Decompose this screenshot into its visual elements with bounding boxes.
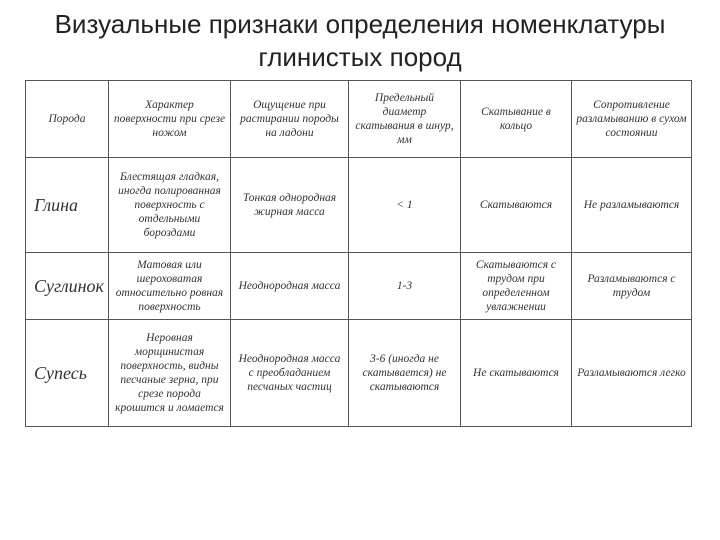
cell-ring: Скатываются с трудом при определенном увлажнении bbox=[460, 253, 571, 320]
cell-diameter: 3-6 (иногда не скатывается) не скатываются bbox=[348, 320, 460, 427]
cell-rock: Супесь bbox=[26, 320, 109, 427]
cell-diameter: < 1 bbox=[348, 158, 460, 253]
header-resistance: Сопротивление разламыванию в сухом состоянии bbox=[571, 81, 691, 158]
cell-feel: Тонкая однородная жирная масса bbox=[230, 158, 348, 253]
cell-feel: Неоднородная масса bbox=[230, 253, 348, 320]
cell-surface: Блестящая гладкая, иногда полированная поверхность с отдельными бороздами bbox=[108, 158, 230, 253]
cell-ring: Скатываются bbox=[460, 158, 571, 253]
header-surface: Характер поверхности при срезе ножом bbox=[108, 81, 230, 158]
cell-surface: Матовая или шероховатая относительно ровная поверхность bbox=[108, 253, 230, 320]
slide-title bbox=[40, 8, 680, 74]
header-rock: Порода bbox=[26, 81, 109, 158]
cell-resistance: Разламываются с трудом bbox=[571, 253, 691, 320]
table-header-row bbox=[26, 81, 692, 158]
cell-ring: Не скатываются bbox=[460, 320, 571, 427]
cell-rock: Суглинок bbox=[26, 253, 109, 320]
cell-diameter: 1-3 bbox=[348, 253, 460, 320]
cell-feel: Неоднородная масса с преобладанием песчаных частиц bbox=[230, 320, 348, 427]
cell-resistance: Разламываются легко bbox=[571, 320, 691, 427]
header-diameter: Предельный диаметр скатывания в шнур, мм bbox=[348, 81, 460, 158]
cell-rock: Глина bbox=[26, 158, 109, 253]
table-row bbox=[26, 253, 692, 320]
title-line-1: Визуальные признаки определения номенклатуры bbox=[54, 9, 666, 39]
header-ring: Скатывание в кольцо bbox=[460, 81, 571, 158]
table-row bbox=[26, 320, 692, 427]
cell-resistance: Не разламываются bbox=[571, 158, 691, 253]
cell-surface: Неровная морщинистая поверхность, видны песчаные зерна, при срезе порода крошится и ломается bbox=[108, 320, 230, 427]
rock-features-table bbox=[25, 80, 692, 427]
title-line-2: глинистых пород bbox=[258, 42, 462, 72]
header-feel: Ощущение при растирании породы на ладони bbox=[230, 81, 348, 158]
table-row bbox=[26, 158, 692, 253]
